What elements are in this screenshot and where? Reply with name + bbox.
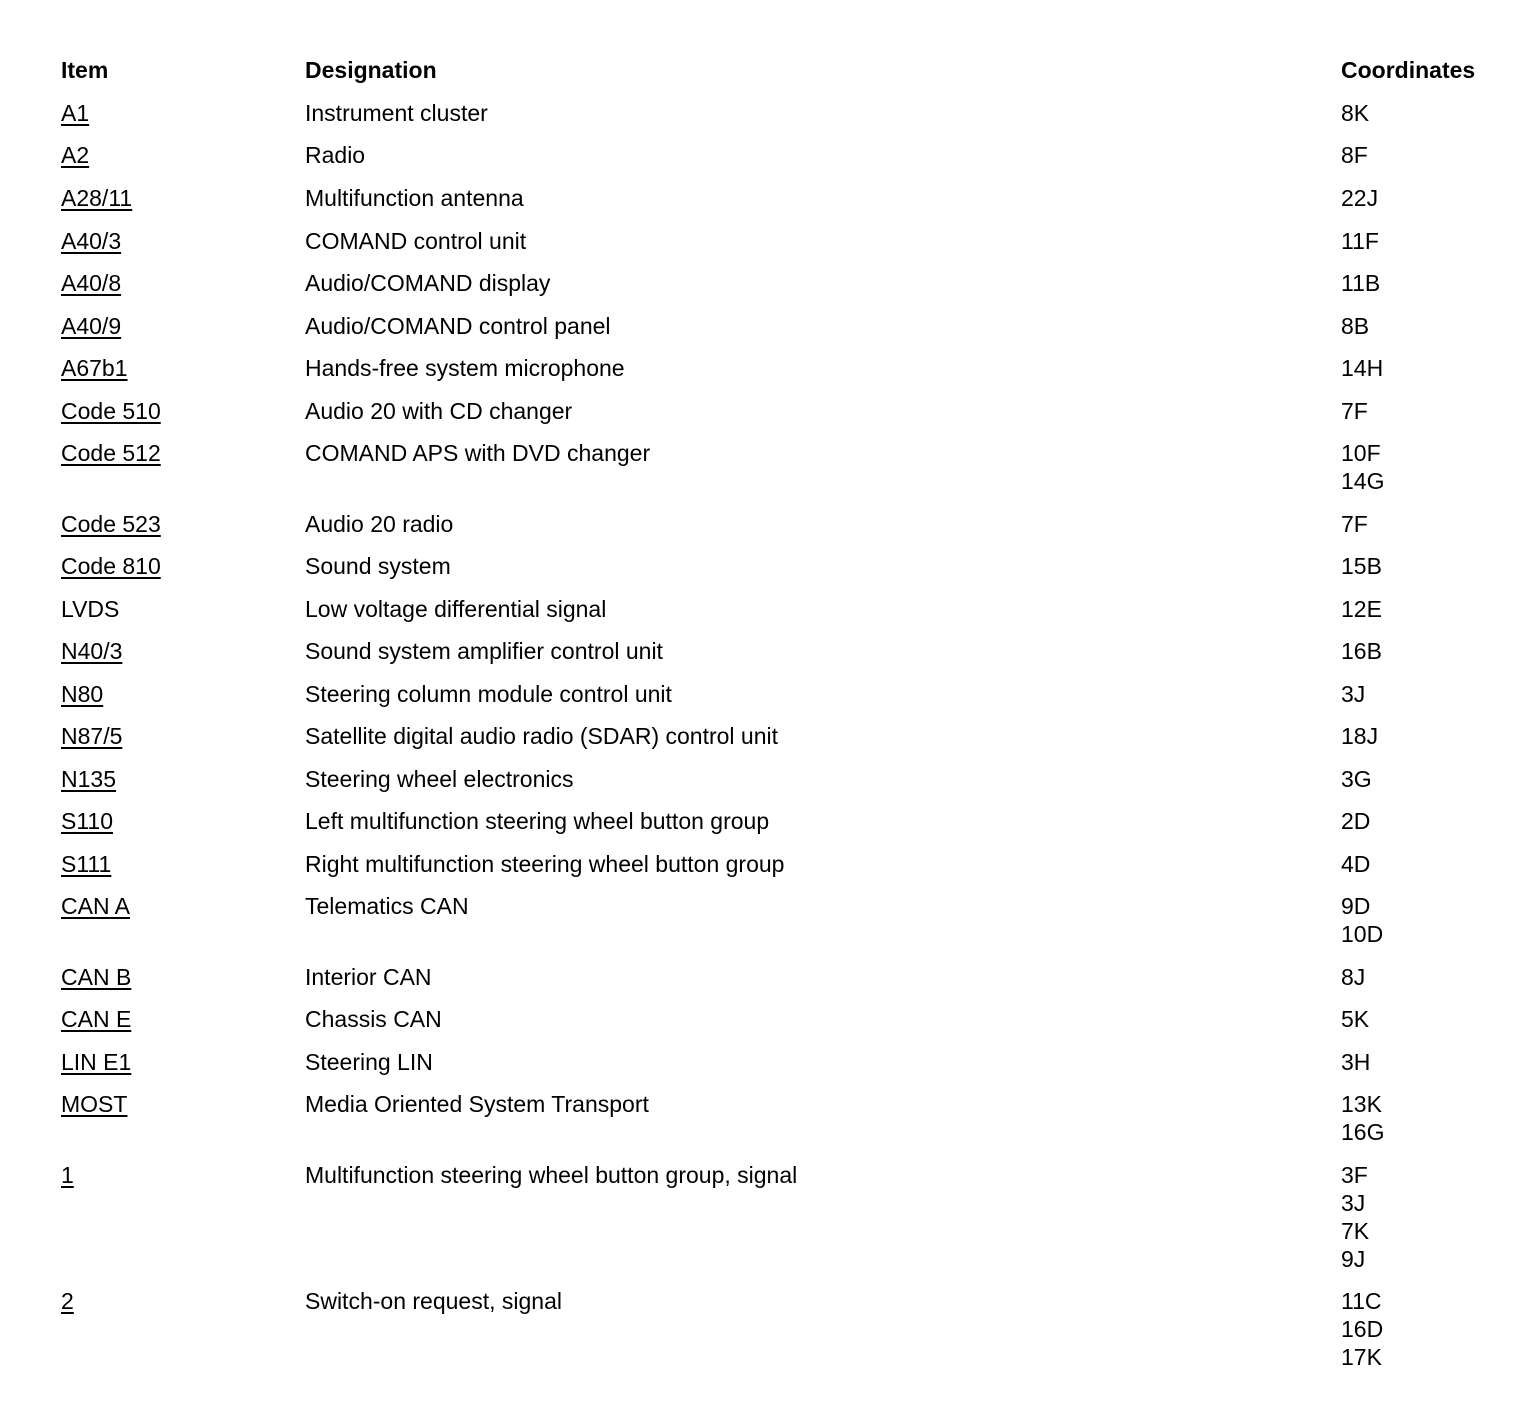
coordinate-value: 7F xyxy=(1341,398,1368,424)
designation-cell: COMAND control unit xyxy=(305,228,527,254)
item-cell[interactable] xyxy=(61,184,132,212)
coordinates-cell xyxy=(1341,1287,1383,1371)
coordinates-cell xyxy=(1341,963,1365,991)
item-link[interactable]: N135 xyxy=(61,766,116,792)
coordinates-cell xyxy=(1341,1048,1370,1076)
designation-cell: Hands-free system microphone xyxy=(305,355,625,381)
header-designation: Designation xyxy=(305,57,437,83)
item-cell[interactable] xyxy=(61,1287,74,1315)
coordinate-value: 3F xyxy=(1341,1162,1368,1188)
coordinates-cell xyxy=(1341,722,1378,750)
item-link[interactable]: A2 xyxy=(61,142,90,168)
designation-cell: Chassis CAN xyxy=(305,1006,442,1032)
coordinate-value: 17K xyxy=(1341,1344,1382,1370)
designation-cell: Multifunction antenna xyxy=(305,185,524,211)
item-cell[interactable] xyxy=(61,1005,131,1033)
item-link[interactable]: Code 510 xyxy=(61,398,161,424)
item-link[interactable]: CAN A xyxy=(61,893,131,919)
coordinates-cell xyxy=(1341,141,1368,169)
coordinates-cell xyxy=(1341,99,1369,127)
coordinates-cell xyxy=(1341,227,1379,255)
designation-cell: Audio 20 with CD changer xyxy=(305,398,573,424)
item-link[interactable]: MOST xyxy=(61,1091,128,1117)
designation-cell: Audio 20 radio xyxy=(305,511,454,537)
item-link[interactable]: Code 810 xyxy=(61,553,161,579)
coordinate-value: 16G xyxy=(1341,1119,1385,1145)
item-cell[interactable] xyxy=(61,892,130,920)
designation-cell: Sound system amplifier control unit xyxy=(305,638,663,664)
item-link[interactable]: Code 523 xyxy=(61,511,161,537)
designation-cell: Radio xyxy=(305,142,366,168)
coordinate-value: 9D xyxy=(1341,893,1371,919)
coordinate-value: 14G xyxy=(1341,468,1385,494)
designation-cell: Instrument cluster xyxy=(305,100,488,126)
item-cell[interactable] xyxy=(61,1161,74,1189)
designation-cell: Right multifunction steering wheel button group xyxy=(305,851,785,877)
coordinates-cell xyxy=(1341,397,1368,425)
coordinate-value: 8B xyxy=(1341,313,1370,339)
item-cell[interactable] xyxy=(61,397,161,425)
coordinate-value: 3H xyxy=(1341,1049,1371,1075)
item-link[interactable]: N87/5 xyxy=(61,723,123,749)
coordinate-value: 22J xyxy=(1341,185,1379,211)
coordinates-cell xyxy=(1341,850,1370,878)
coordinate-value: 11C xyxy=(1341,1288,1382,1314)
coordinates-cell xyxy=(1341,510,1368,538)
item-link[interactable]: CAN E xyxy=(61,1006,132,1032)
table-header xyxy=(0,56,1536,86)
item-cell[interactable] xyxy=(61,963,131,991)
item-cell[interactable] xyxy=(61,312,121,340)
item-cell[interactable] xyxy=(61,680,103,708)
coordinates-cell xyxy=(1341,439,1384,495)
coordinate-value: 13K xyxy=(1341,1091,1382,1117)
coordinate-value: 4D xyxy=(1341,851,1371,877)
coordinate-value: 16D xyxy=(1341,1316,1384,1342)
coordinate-value: 5K xyxy=(1341,1006,1370,1032)
designation-cell: Satellite digital audio radio (SDAR) control unit xyxy=(305,723,779,749)
item-cell[interactable] xyxy=(61,439,161,467)
coordinate-value: 8K xyxy=(1341,100,1370,126)
coordinates-cell xyxy=(1341,184,1378,212)
coordinate-value: 7F xyxy=(1341,511,1368,537)
coordinate-value: 16B xyxy=(1341,638,1382,664)
coordinate-value: 18J xyxy=(1341,723,1379,749)
item-cell[interactable] xyxy=(61,765,116,793)
coordinates-cell xyxy=(1341,807,1370,835)
item-cell[interactable] xyxy=(61,227,121,255)
coordinates-cell xyxy=(1341,892,1383,948)
coordinates-cell xyxy=(1341,552,1382,580)
coordinate-value: 3J xyxy=(1341,1190,1366,1216)
coordinate-value: 3G xyxy=(1341,766,1372,792)
item-link[interactable]: LIN E1 xyxy=(61,1049,132,1075)
coordinates-cell xyxy=(1341,765,1372,793)
item-cell[interactable] xyxy=(61,1090,127,1118)
header-item: Item xyxy=(61,57,109,83)
coordinates-cell xyxy=(1341,1161,1369,1273)
coordinates-cell xyxy=(1341,595,1382,623)
item-cell[interactable] xyxy=(61,1048,131,1076)
item-link[interactable]: A40/3 xyxy=(61,228,122,254)
designation-cell: Steering column module control unit xyxy=(305,681,672,707)
item-cell[interactable] xyxy=(61,99,89,127)
item-link[interactable]: S110 xyxy=(61,808,114,834)
coordinate-value: 2D xyxy=(1341,808,1371,834)
coordinate-value: 10D xyxy=(1341,921,1384,947)
coordinates-cell xyxy=(1341,680,1365,708)
coordinate-value: 15B xyxy=(1341,553,1382,579)
designation-cell: Audio/COMAND control panel xyxy=(305,313,611,339)
item-link[interactable]: CAN B xyxy=(61,964,132,990)
item-link[interactable]: S111 xyxy=(61,851,112,877)
designation-cell: Telematics CAN xyxy=(305,893,469,919)
item-cell[interactable] xyxy=(61,141,89,169)
item-link[interactable]: 1 xyxy=(61,1162,74,1188)
coordinate-value: 12E xyxy=(1341,596,1382,622)
item-cell[interactable] xyxy=(61,722,122,750)
item-link[interactable]: N80 xyxy=(61,681,104,707)
coordinates-cell xyxy=(1341,354,1383,382)
designation-cell: Multifunction steering wheel button group, signal xyxy=(305,1162,798,1188)
coordinates-cell xyxy=(1341,637,1382,665)
designation-cell: Media Oriented System Transport xyxy=(305,1091,649,1117)
item-link[interactable]: A40/9 xyxy=(61,313,122,339)
designation-cell: Audio/COMAND display xyxy=(305,270,551,296)
item-link[interactable]: A40/8 xyxy=(61,270,122,296)
coordinate-value: 3J xyxy=(1341,681,1366,707)
item-cell[interactable] xyxy=(61,807,113,835)
designation-cell: Steering LIN xyxy=(305,1049,433,1075)
item-link[interactable]: A28/11 xyxy=(61,185,133,211)
designation-cell: Sound system xyxy=(305,553,451,579)
coordinates-cell xyxy=(1341,269,1380,297)
coordinates-cell xyxy=(1341,1005,1369,1033)
item-cell[interactable] xyxy=(61,269,121,297)
item-cell[interactable] xyxy=(61,637,122,665)
designation-cell: Interior CAN xyxy=(305,964,432,990)
coordinate-value: 9J xyxy=(1341,1246,1366,1272)
item-cell[interactable] xyxy=(61,850,111,878)
designation-cell: Steering wheel electronics xyxy=(305,766,574,792)
item-link[interactable]: 2 xyxy=(61,1288,74,1314)
coordinates-cell xyxy=(1341,312,1369,340)
header-coordinates: Coordinates xyxy=(1341,57,1476,83)
coordinate-value: 7K xyxy=(1341,1218,1370,1244)
item-link[interactable]: Code 512 xyxy=(61,440,161,466)
item-cell: LVDS xyxy=(61,596,120,622)
item-cell[interactable] xyxy=(61,354,128,382)
designation-cell: Switch-on request, signal xyxy=(305,1288,562,1314)
item-link[interactable]: N40/3 xyxy=(61,638,123,664)
coordinate-value: 10F xyxy=(1341,440,1381,466)
coordinate-value: 11B xyxy=(1341,270,1381,296)
item-link[interactable]: A1 xyxy=(61,100,90,126)
item-cell[interactable] xyxy=(61,510,161,538)
designation-cell: COMAND APS with DVD changer xyxy=(305,440,651,466)
item-link[interactable]: A67b1 xyxy=(61,355,128,381)
coordinate-value: 8J xyxy=(1341,964,1366,990)
coordinate-value: 8F xyxy=(1341,142,1368,168)
coordinates-cell xyxy=(1341,1090,1384,1146)
designation-cell: Low voltage differential signal xyxy=(305,596,607,622)
designation-cell: Left multifunction steering wheel button group xyxy=(305,808,770,834)
coordinate-value: 14H xyxy=(1341,355,1384,381)
item-cell[interactable] xyxy=(61,552,161,580)
coordinate-value: 11F xyxy=(1341,228,1379,254)
